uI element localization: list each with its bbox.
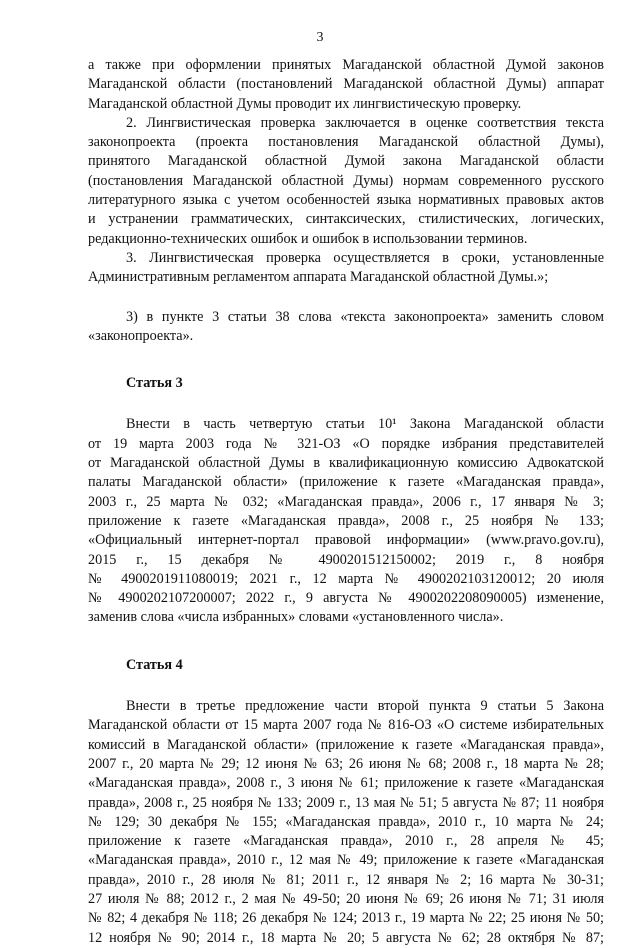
text-line: Магаданской области от 15 марта 2007 года № 816-ОЗ «О системе избирательных [88, 717, 604, 734]
article-4-heading: Статья 4 [126, 656, 183, 673]
paragraph-item-3 [88, 249, 604, 288]
text-line: палаты Магаданской области» (приложение к газете «Магаданская правда», [88, 474, 604, 491]
text-line: (постановления Магаданской областной Думы) нормам современного русского [88, 172, 604, 189]
text-line: 2003 г., 25 марта № 032; «Магаданская правда», 2006 г., 17 января № 3; [88, 493, 604, 510]
text-line: литературного языка с учетом особенностей языка нормативных правовых актов [88, 192, 604, 209]
text-line: приложение к газете «Магаданская правда», 2008 г., 25 ноября № 133; [88, 512, 604, 529]
paragraph-item-2 [88, 114, 604, 249]
text-line: «Официальный интернет-портал правовой информации» (www.pravo.gov.ru), [88, 532, 604, 549]
text-line: 3) в пункте 3 статьи 38 слова «текста законопроекта» заменить словом [126, 308, 604, 325]
text-line: 2015 г., 15 декабря № 4900201512150002; 2019 г., 8 ноября [88, 551, 604, 568]
text-line: и устранении грамматических, синтаксических, стилистических, логических, [88, 211, 604, 228]
text-line: 3. Лингвистическая проверка осуществляется в сроки, установленные [126, 249, 604, 266]
text-line: «Магаданская правда», 2010 г., 12 мая № 49; приложение к газете «Магаданская [88, 852, 604, 869]
article-4-text [88, 697, 604, 948]
text-line: «Магаданская правда», 2008 г., 3 июня № 61; приложение к газете «Магаданская [88, 775, 604, 792]
text-line: Магаданской областной Думы проводит их лингвистическую проверку. [88, 95, 522, 112]
document-body [88, 56, 604, 948]
text-line: принятого Магаданской областной Думой закона Магаданской области [88, 153, 604, 170]
text-line: Магаданской области (постановлений Магаданской областной Думы) аппарат [88, 76, 604, 93]
text-line: № 4900202107200007; 2022 г., 9 августа № 4900202208090005) изменение, [88, 590, 604, 607]
text-line: Административным регламентом аппарата Магаданской областной Думы.»; [88, 269, 549, 286]
paragraph-continuation [88, 56, 604, 114]
text-line: редакционно-технических ошибок и ошибок в использовании терминов. [88, 230, 528, 247]
text-line: от Магаданской областной Думы в квалификационную комиссию Адвокатской [88, 455, 604, 472]
text-line: Внести в часть четвертую статьи 10¹ Закона Магаданской области [126, 416, 604, 433]
text-line: 2007 г., 20 марта № 29; 12 июня № 63; 26 июня № 68; 2008 г., 18 марта № 28; [88, 755, 604, 772]
paragraph-amendment-3 [88, 308, 604, 347]
text-line: правда», 2010 г., 28 июля № 81; 2011 г., 12 января № 2; 16 марта № 30-31; [88, 871, 604, 888]
text-line: правда», 2008 г., 25 ноября № 133; 2009 г., 13 мая № 51; 5 августа № 87; 11 ноября [88, 794, 604, 811]
text-line: 2. Лингвистическая проверка заключается в оценке соответствия текста [126, 114, 604, 131]
text-line: 27 июля № 88; 2012 г., 2 мая № 49-50; 20 июня № 69; 26 июня № 71; 31 июля [88, 890, 604, 907]
text-line: законопроекта (проекта постановления Магаданской областной Думы), [88, 134, 604, 151]
text-line: от 19 марта 2003 года № 321-ОЗ «О порядке избрания представителей [88, 435, 604, 452]
page-number: 3 [316, 30, 324, 45]
text-line: № 4900201911080019; 2021 г., 12 марта № 4900202103120012; 20 июля [88, 570, 604, 587]
text-line: 12 ноября № 90; 2014 г., 18 марта № 20; 5 августа № 62; 28 октября № 87; [88, 929, 604, 946]
article-3-heading: Статья 3 [126, 375, 183, 392]
text-line: «законопроекта». [88, 327, 194, 344]
text-line: № 129; 30 декабря № 155; «Магаданская правда», 2010 г., 10 марта № 24; [88, 813, 604, 830]
text-line: приложение к газете «Магаданская правда», 2010 г., 28 апреля № 45; [88, 833, 604, 850]
text-line: № 82; 4 декабря № 118; 26 декабря № 124; 2013 г., 19 марта № 22; 25 июня № 50; [88, 910, 604, 927]
article-3-text [88, 415, 604, 627]
text-line: а также при оформлении принятых Магаданской областной Думой законов [88, 57, 604, 73]
text-line: заменив слова «числа избранных» словами «установленного числа». [88, 609, 504, 626]
text-line: комиссий в Магаданской области» (приложение к газете «Магаданская правда», [88, 736, 604, 753]
text-line: Внести в третье предложение части второй пункта 9 статьи 5 Закона [126, 698, 604, 715]
